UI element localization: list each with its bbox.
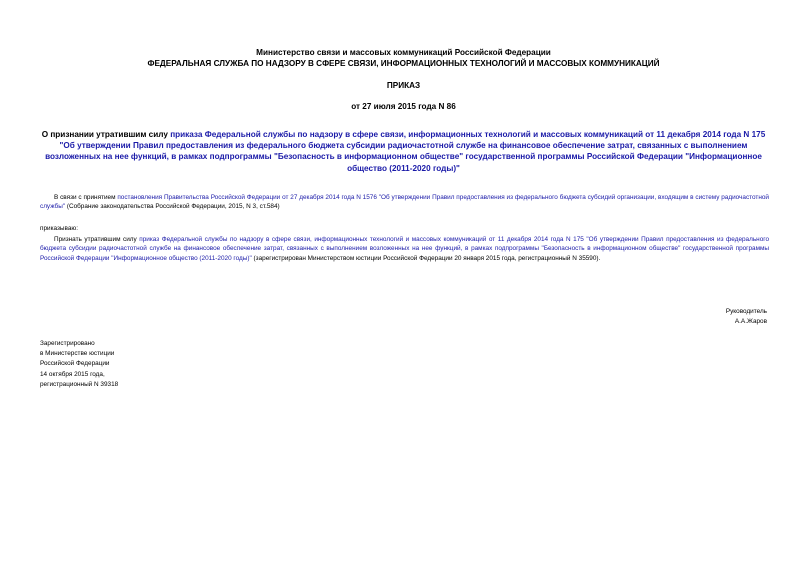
paragraph-basis bbox=[40, 193, 769, 212]
registration-line: в Министерстве юстиции bbox=[40, 350, 115, 358]
ministry-heading: Министерство связи и массовых коммуникаций Российской Федерации bbox=[256, 48, 551, 57]
registration-line: регистрационный N 39318 bbox=[40, 380, 119, 388]
title-link[interactable]: приказа Федеральной службы по надзору в сфере связи, информационных технологий и массовых коммуникаций от 11 декабря 2014 года N 175 "Об утверждении Правил предоставления из федерального бюджета субсидии радиочастотной службе на финансовое обеспечение затрат, связанных с выполнением возложенных на нее функций, в рамках подпрограммы "Безопасность в информационном обществе" государственной программы Российской Федерации "Информационное общество (2011-2020 годы)" bbox=[45, 130, 766, 173]
document-title bbox=[40, 129, 767, 174]
paragraph-order-word: приказываю: bbox=[40, 225, 78, 232]
p3-prefix: Признать утратившим силу bbox=[54, 236, 140, 243]
paragraph-order-text bbox=[40, 235, 769, 263]
service-heading: ФЕДЕРАЛЬНАЯ СЛУЖБА ПО НАДЗОРУ В СФЕРЕ СВЯЗИ, ИНФОРМАЦИОННЫХ ТЕХНОЛОГИЙ И МАССОВЫХ КОММУНИКАЦИЙ bbox=[147, 59, 660, 68]
signature-role: Руководитель bbox=[725, 308, 767, 315]
p1-suffix: (Собрание законодательства Российской Федерации, 2015, N 3, ст.584) bbox=[65, 203, 280, 211]
registration-block bbox=[40, 339, 260, 390]
p1-government-decree-link[interactable]: постановления Правительства Российской Федерации от 27 декабря 2014 года N 1576 "Об утверждении Правил предоставления из федерального бюджета субсидий организации, входящим в систему радиочастотной службы" bbox=[40, 194, 769, 211]
p1-prefix: В связи с принятием bbox=[54, 194, 118, 201]
title-prefix: О признании утратившим силу bbox=[41, 130, 171, 139]
signature-name: А.А.Жаров bbox=[734, 318, 767, 325]
document-date: от 27 июля 2015 года N 86 bbox=[351, 102, 456, 111]
registration-line: 14 октября 2015 года, bbox=[40, 370, 105, 378]
document-type-heading: ПРИКАЗ bbox=[386, 81, 421, 90]
registration-line: Зарегистрировано bbox=[40, 340, 95, 347]
p3-revoked-order-link[interactable]: приказ Федеральной службы по надзору в сфере связи, информационных технологий и массовых коммуникаций от 11 декабря 2014 года N 175 "Об утверждении Правил предоставления из федерального бюджета субсидии радиочастотной службе на финансовое обеспечение затрат, связанных с выполнением возложенных на нее функций, в рамках подпрограммы "Безопасность в информационном обществе" государственной программы Российской Федерации "Информационное общество (2011-2020 годы)" bbox=[40, 236, 769, 262]
registration-line: Российской Федерации bbox=[40, 360, 110, 368]
p3-suffix: (зарегистрирован Министерством юстиции Российской Федерации 20 января 2015 года, регистрационный N 35590). bbox=[251, 254, 601, 262]
